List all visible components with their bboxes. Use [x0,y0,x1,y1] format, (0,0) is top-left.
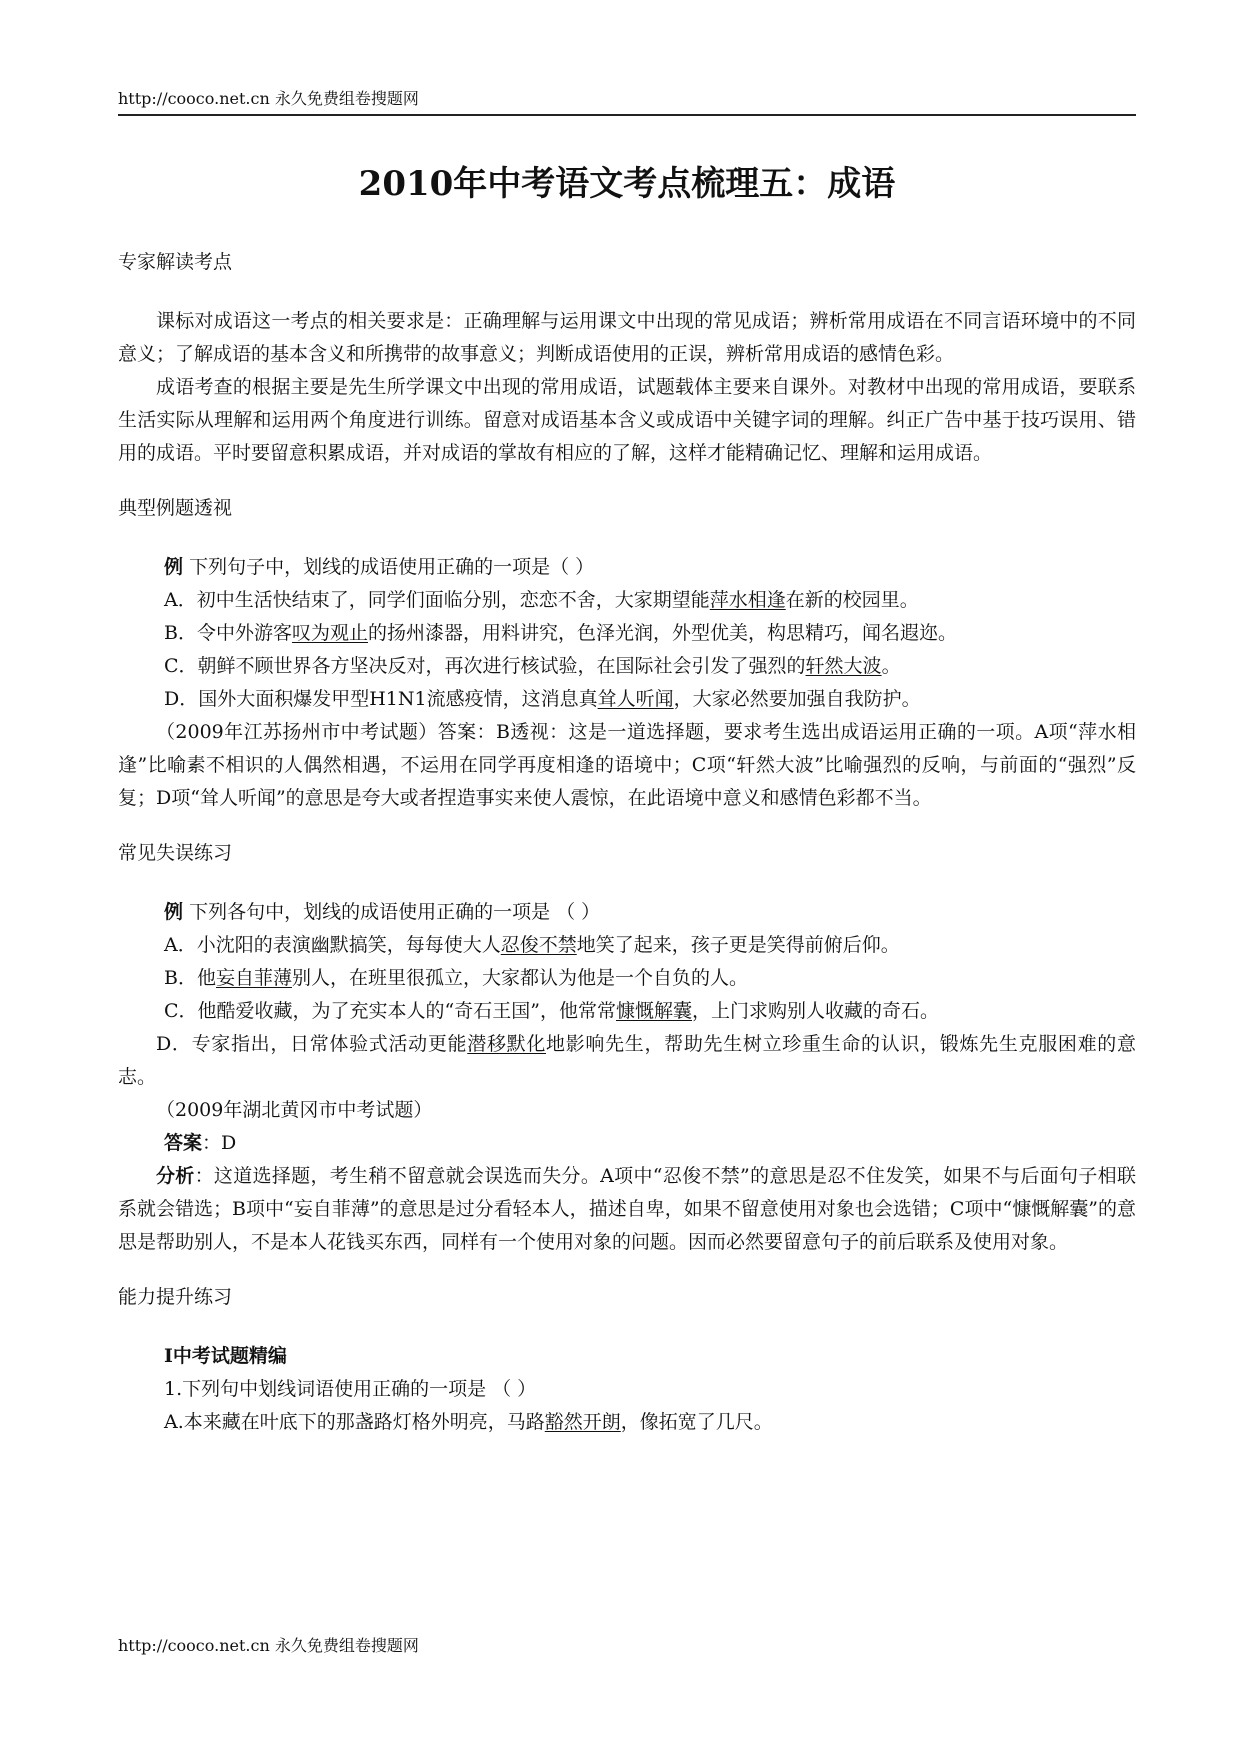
answer-line [118,1127,1136,1160]
page-footer [118,1635,419,1657]
underlined-idiom: 耸人听闻 [597,688,674,710]
answer-label: 答案 [164,1132,203,1154]
source-line: （2009年湖北黄冈市中考试题） [156,1099,433,1121]
option-b: B．令中外游客叹为观止的扬州漆器，用料讲究，色泽光润，外型优美，构思精巧，闻名遐迩。 [164,622,957,644]
analysis-paragraph: （2009年江苏扬州市中考试题）答案：B透视：这是一道选择题，要求考生选出成语运用正确的一项。A项“萍水相逢”比喻素不相识的人偶然相遇，不运用在同学再度相逢的语境中；C项“轩然大波”比喻强烈的反响，与前面的“强烈”反复；D项“耸人听闻”的意思是夸大或者捏造事实来使人震惊，在此语境中意义和感情色彩都不当。 [118,721,1136,809]
underlined-idiom: 叹为观止 [291,622,368,644]
question-line: 1.下列句中划线词语使用正确的一项是 （ ） [164,1378,537,1400]
document-title: 2010年中考语文考点梳理五：成语 [358,164,896,204]
question-line [118,896,1136,929]
footer-url[interactable]: http://cooco.net.cn [118,1636,270,1655]
question-text: 下列句子中，划线的成语使用正确的一项是（ ） [189,556,595,578]
option-d: D．国外大面积爆发甲型H1N1流感疫情，这消息真耸人听闻，大家必然要加强自我防护。 [164,688,921,710]
option-a: A．小沈阳的表演幽默搞笑，每每使大人忍俊不禁地笑了起来，孩子更是笑得前俯后仰。 [164,934,900,956]
underlined-idiom: 萍水相逢 [709,589,786,611]
option-a: A.本来藏在叶底下的那盏路灯格外明亮，马路豁然开朗，像拓宽了几尺。 [164,1411,773,1433]
question-line [118,551,1136,584]
option-d: D．专家指出，日常体验式活动更能潜移默化地影响先生，帮助先生树立珍重生命的认识，锻炼先生克服困难的意志。 [118,1033,1136,1088]
option-a: A．初中生活快结束了，同学们面临分别，恋恋不舍，大家期望能萍水相逢在新的校园里。 [164,589,919,611]
analysis-label: 分析 [156,1165,195,1187]
paragraph: 课标对成语这一考点的相关要求是：正确理解与运用课文中出现的常见成语；辨析常用成语在不同言语环境中的不同意义；了解成语的基本含义和所携带的故事意义；判断成语使用的正误，辨析常用成语的感情色彩。 [118,310,1136,365]
footer-site-name: 永久免费组卷搜题网 [274,1636,419,1655]
option-b: B．他妄自菲薄别人，在班里很孤立，大家都认为他是一个自负的人。 [164,967,748,989]
paragraph: 成语考查的根据主要是先生所学课文中出现的常用成语，试题载体主要来自课外。对教材中出现的常用成语，要联系生活实际从理解和运用两个角度进行训练。留意对成语基本含义或成语中关键字词的理解。纠正广告中基于技巧误用、错用的成语。平时要留意积累成语，并对成语的掌故有相应的了解，这样才能精确记忆、理解和运用成语。 [118,376,1136,464]
underlined-idiom: 潜移默化 [467,1033,547,1055]
section-heading-mistakes: 常见失误练习 [118,842,233,864]
underlined-idiom: 妄自菲薄 [215,967,292,989]
underlined-idiom: 轩然大波 [805,655,882,677]
question-text: 下列各句中，划线的成语使用正确的一项是 （ ） [189,901,601,923]
page-header [118,88,1136,116]
section-heading-practice: 能力提升练习 [118,1286,233,1308]
analysis-paragraph: 分析：这道选择题，考生稍不留意就会误选而失分。A项中“忍俊不禁”的意思是忍不住发笑，如果不与后面句子相联系就会错选；B项中“妄自菲薄”的意思是过分看轻本人，描述自卑，如果不留意使用对象也会选错；C项中“慷慨解囊”的意思是帮助别人，不是本人花钱买东西，同样有一个使用对象的问题。因而必然要留意句子的前后联系及使用对象。 [118,1165,1136,1253]
option-c: C．他酷爱收藏，为了充实本人的“奇石王国”，他常常慷慨解囊，上门求购别人收藏的奇石。 [164,1000,939,1022]
example-label: 例 [164,556,184,578]
underlined-idiom: 豁然开朗 [544,1411,621,1433]
example-label: 例 [164,901,184,923]
section-heading-expert: 专家解读考点 [118,251,233,273]
option-c: C．朝鲜不顾世界各方坚决反对，再次进行核试验，在国际社会引发了强烈的轩然大波。 [164,655,901,677]
header-url[interactable]: http://cooco.net.cn [118,89,270,108]
subsection-heading: Ⅰ中考试题精编 [164,1345,287,1367]
header-site-name: 永久免费组卷搜题网 [274,89,419,108]
section-heading-typical: 典型例题透视 [118,497,233,519]
underlined-idiom: 忍俊不禁 [500,934,577,956]
underlined-idiom: 慷慨解囊 [615,1000,692,1022]
document-body [118,246,1136,1439]
answer-value: ：D [202,1132,237,1154]
